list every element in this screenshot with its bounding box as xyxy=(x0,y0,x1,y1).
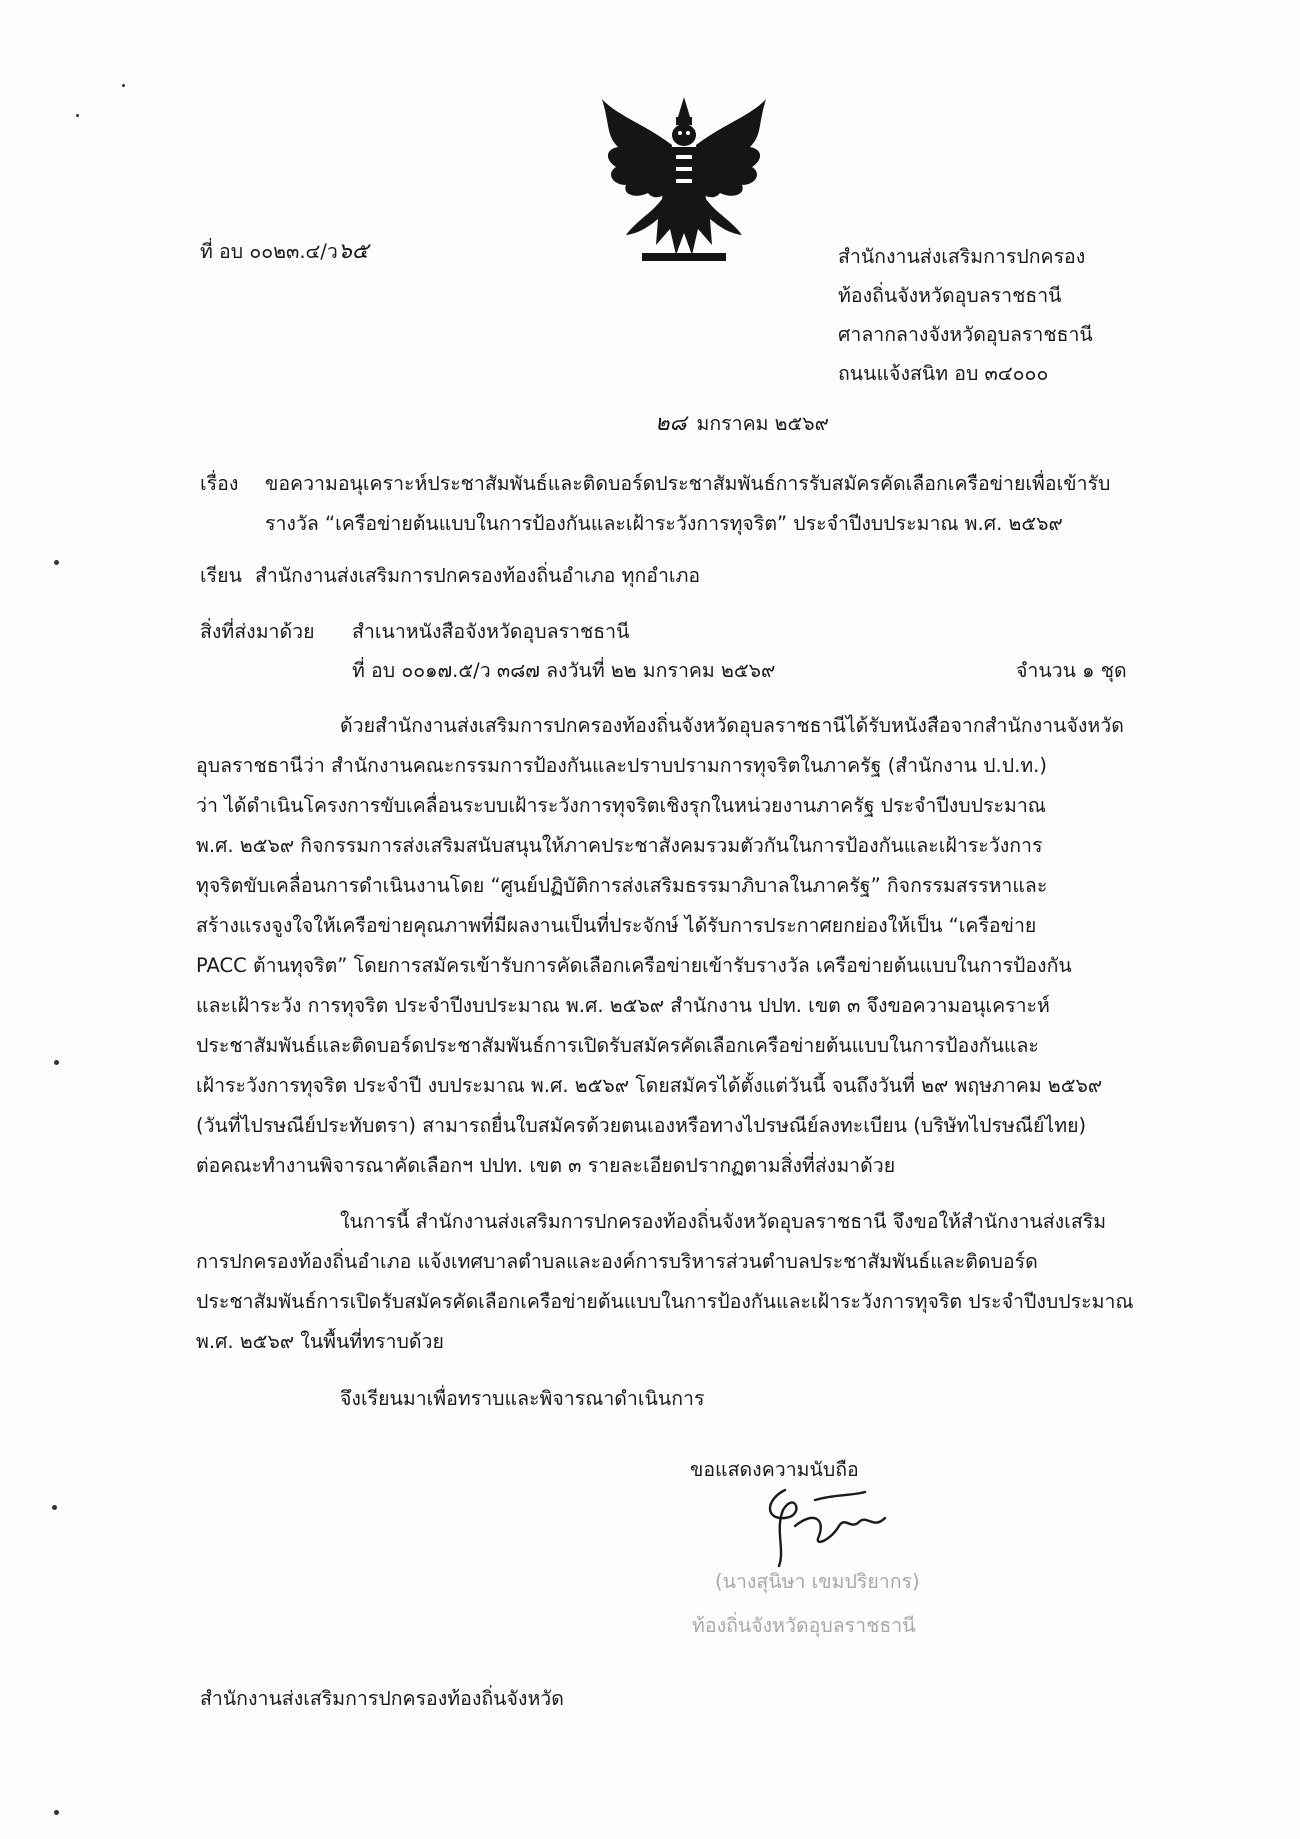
subject-label: เรื่อง xyxy=(200,472,239,495)
paragraph-line: ต่อคณะทำงานพิจารณาคัดเลือกฯ ปปท. เขต ๓ รายละเอียดปรากฏตามสิ่งที่ส่งมาด้วย xyxy=(196,1154,896,1177)
paragraph-line: และเฝ้าระวัง การทุจริต ประจำปีงบประมาณ พ.ศ. ๒๕๖๙ สำนักงาน ปปท. เขต ๓ จึงขอความอนุเคราะห์ xyxy=(196,994,1050,1017)
signatory-title: ท้องถิ่นจังหวัดอุบลราชธานี xyxy=(692,1614,916,1637)
subject-line-2: รางวัล “เครือข่ายต้นแบบในการป้องกันและเฝ้าระวังการทุจริต” ประจำปีงบประมาณ พ.ศ. ๒๕๖๙ xyxy=(265,512,1063,535)
enclosure-count: จำนวน ๑ ชุด xyxy=(1016,659,1127,682)
paragraph-line: สร้างแรงจูงใจให้เครือข่ายคุณภาพที่มีผลงานเป็นที่ประจักษ์ ได้รับการประกาศยกย่องให้เป็น “เครือข่าย xyxy=(196,914,1037,937)
paragraph-line: PACC ต้านทุจริต” โดยการสมัครเข้ารับการคัดเลือกเครือข่ายเข้ารับรางวัล เครือข่ายต้นแบบในการป้องกัน xyxy=(196,954,1072,977)
paragraph-line: ว่า ได้ดำเนินโครงการขับเคลื่อนระบบเฝ้าระวังการทุจริตเชิงรุกในหน่วยงานภาครัฐ ประจำปีงบประมาณ xyxy=(196,794,1046,817)
paragraph-line: การปกครองท้องถิ่นอำเภอ แจ้งเทศบาลตำบลและองค์การบริหารส่วนตำบลประชาสัมพันธ์และติดบอร์ด xyxy=(196,1250,1038,1273)
enclosure-line-1: สำเนาหนังสือจังหวัดอุบลราชธานี xyxy=(352,620,630,643)
scan-speck xyxy=(54,1810,59,1815)
garuda-emblem-icon xyxy=(596,95,772,265)
paragraph-line: อุบลราชธานีว่า สำนักงานคณะกรรมการป้องกันและปราบปรามการทุจริตในภาครัฐ (สำนักงาน ป.ป.ท.) xyxy=(196,754,1047,777)
addressee-text: สำนักงานส่งเสริมการปกครองท้องถิ่นอำเภอ ทุกอำเภอ xyxy=(255,564,701,587)
scan-speck xyxy=(122,84,125,87)
paragraph-line: พ.ศ. ๒๕๖๙ กิจกรรมการส่งเสริมสนับสนุนให้ภาคประชาสังคมรวมตัวกันในการป้องกันและเฝ้าระวังการ xyxy=(196,834,1043,857)
enclosure-label: สิ่งที่ส่งมาด้วย xyxy=(200,620,315,643)
paragraph-line: (วันที่ไปรษณีย์ประทับตรา) สามารถยื่นใบสมัครด้วยตนเองหรือทางไปรษณีย์ลงทะเบียน (บริษัทไปรษณีย์ไทย) xyxy=(196,1114,1087,1137)
scan-speck xyxy=(54,560,59,565)
sender-address-line: ถนนแจ้งสนิท อบ ๓๔๐๐๐ xyxy=(838,362,1049,385)
footer-organization: สำนักงานส่งเสริมการปกครองท้องถิ่นจังหวัด xyxy=(200,1687,564,1710)
enclosure-line-2: ที่ อบ ๐๐๑๗.๕/ว ๓๘๗ ลงวันที่ ๒๒ มกราคม ๒๕๖๙ xyxy=(352,659,776,682)
reference-handwritten: ๖๕ xyxy=(337,239,369,264)
reference-number xyxy=(200,238,368,266)
document-date xyxy=(655,410,829,438)
date-day-handwritten: ๒๘ xyxy=(655,411,687,436)
paragraph-line: ประชาสัมพันธ์และติดบอร์ดประชาสัมพันธ์การเปิดรับสมัครคัดเลือกเครือข่ายต้นแบบในการป้องกันและ xyxy=(196,1034,1039,1057)
subject-line-1: ขอความอนุเคราะห์ประชาสัมพันธ์และติดบอร์ดประชาสัมพันธ์การรับสมัครคัดเลือกเครือข่ายเพื่อเข้ารับ xyxy=(265,472,1111,495)
paragraph-line: พ.ศ. ๒๕๖๙ ในพื้นที่ทราบด้วย xyxy=(196,1330,444,1353)
date-month-year: มกราคม ๒๕๖๙ xyxy=(696,412,829,435)
sender-address-line: สำนักงานส่งเสริมการปกครอง xyxy=(838,245,1086,268)
signatory-name: (นางสุนิษา เขมปริยากร) xyxy=(715,1570,920,1593)
paragraph-line: ประชาสัมพันธ์การเปิดรับสมัครคัดเลือกเครือข่ายต้นแบบในการป้องกันและเฝ้าระวังการทุจริต ประจำปีงบประมาณ xyxy=(196,1290,1134,1313)
paragraph-line: ในการนี้ สำนักงานส่งเสริมการปกครองท้องถิ่นจังหวัดอุบลราชธานี จึงขอให้สำนักงานส่งเสริม xyxy=(340,1210,1107,1233)
addressee-label: เรียน xyxy=(200,564,242,587)
paragraph-line: ด้วยสำนักงานส่งเสริมการปกครองท้องถิ่นจังหวัดอุบลราชธานีได้รับหนังสือจากสำนักงานจังหวัด xyxy=(340,714,1124,737)
paragraph-line: เฝ้าระวังการทุจริต ประจำปี งบประมาณ พ.ศ. ๒๕๖๙ โดยสมัครได้ตั้งแต่วันนี้ จนถึงวันที่ ๒๙ พฤษภาคม ๒๕๖๙ xyxy=(196,1074,1103,1097)
scan-speck xyxy=(76,114,79,117)
sender-address-line: ศาลากลางจังหวัดอุบลราชธานี xyxy=(838,323,1093,346)
scan-speck xyxy=(52,1505,57,1510)
closing-sentence: จึงเรียนมาเพื่อทราบและพิจารณาดำเนินการ xyxy=(340,1387,705,1410)
scan-speck xyxy=(54,1060,59,1065)
handwritten-signature xyxy=(755,1470,905,1570)
sender-address-line: ท้องถิ่นจังหวัดอุบลราชธานี xyxy=(838,284,1062,307)
regards-text: ขอแสดงความนับถือ xyxy=(690,1458,859,1481)
reference-prefix: ที่ อบ ๐๐๒๓.๔/ว xyxy=(200,240,338,263)
paragraph-line: ทุจริตขับเคลื่อนการดำเนินงานโดย “ศูนย์ปฏิบัติการส่งเสริมธรรมาภิบาลในภาครัฐ” กิจกรรมสรรหาและ xyxy=(196,874,1048,897)
